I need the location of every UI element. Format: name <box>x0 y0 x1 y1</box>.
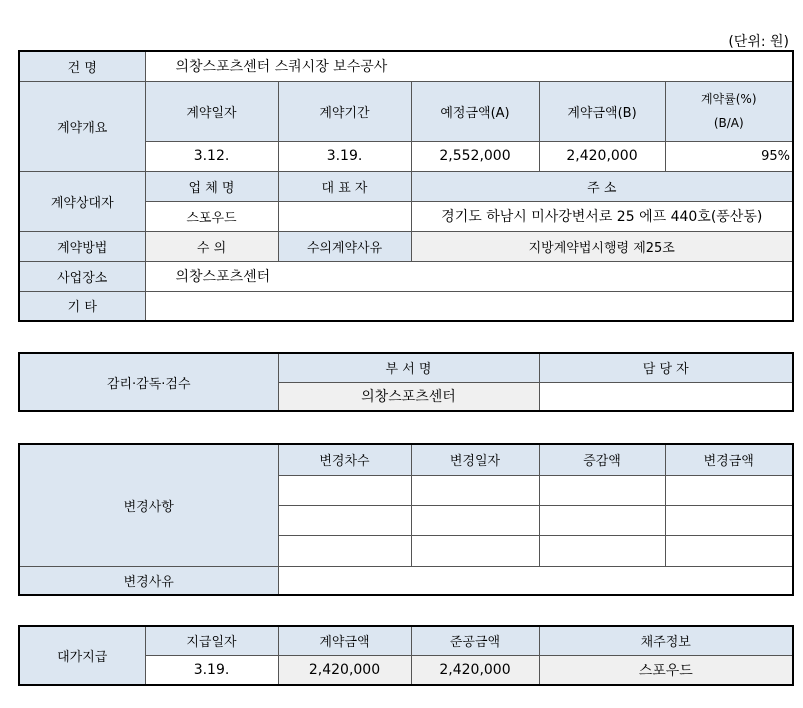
changes-label: 변경사항 <box>19 444 278 566</box>
changes-table <box>18 443 794 596</box>
site-value: 의창스포츠센터 <box>145 261 793 291</box>
change-round-header: 변경차수 <box>278 444 411 475</box>
address-value: 경기도 하남시 미사강변서로 25 에프 440호(풍산동) <box>411 201 793 231</box>
payment-table <box>18 625 794 686</box>
change-round-cell <box>278 535 411 566</box>
method-value: 수 의 <box>145 231 278 261</box>
change-reason-value <box>278 566 793 595</box>
change-amount-header: 변경금액 <box>665 444 793 475</box>
change-reason-label: 변경사유 <box>19 566 278 595</box>
completion-amount-value: 2,420,000 <box>411 655 539 685</box>
representative-header: 대 표 자 <box>278 171 411 201</box>
manager-value <box>539 382 793 411</box>
change-delta-cell <box>539 535 665 566</box>
pay-date-value: 3.19. <box>145 655 278 685</box>
estimated-amount-value: 2,552,000 <box>411 141 539 171</box>
title-value: 의창스포츠센터 스쿼시장 보수공사 <box>145 51 793 81</box>
contract-amount-value: 2,420,000 <box>539 141 665 171</box>
supervision-label: 감리·감독·검수 <box>19 353 278 411</box>
reason-value: 지방계약법시행령 제25조 <box>411 231 793 261</box>
change-amount-cell <box>665 505 793 535</box>
address-header: 주 소 <box>411 171 793 201</box>
title-label: 건 명 <box>19 51 145 81</box>
change-date-header: 변경일자 <box>411 444 539 475</box>
method-label: 계약방법 <box>19 231 145 261</box>
representative-value <box>278 201 411 231</box>
site-label: 사업장소 <box>19 261 145 291</box>
contract-period-header: 계약기간 <box>278 81 411 141</box>
dept-value: 의창스포츠센터 <box>278 382 539 411</box>
contract-date-value: 3.12. <box>145 141 278 171</box>
rate-header-line2: (B/A) <box>713 116 744 130</box>
supervision-table <box>18 352 794 412</box>
completion-amount-header: 준공금액 <box>411 626 539 655</box>
contract-period-value: 3.19. <box>278 141 411 171</box>
contract-rate-header <box>665 81 793 141</box>
company-value: 스포우드 <box>145 201 278 231</box>
contract-amount-header: 계약금액(B) <box>539 81 665 141</box>
unit-note: (단위: 원) <box>728 34 789 50</box>
etc-label: 기 타 <box>19 291 145 321</box>
reason-label: 수의계약사유 <box>278 231 411 261</box>
pay-contract-amount-value: 2,420,000 <box>278 655 411 685</box>
creditor-value: 스포우드 <box>539 655 793 685</box>
estimated-amount-header: 예정금액(A) <box>411 81 539 141</box>
change-delta-header: 증감액 <box>539 444 665 475</box>
creditor-header: 채주정보 <box>539 626 793 655</box>
change-amount-cell <box>665 535 793 566</box>
change-round-cell <box>278 505 411 535</box>
contract-rate-value: 95% <box>665 141 793 171</box>
etc-value <box>145 291 793 321</box>
overview-label: 계약개요 <box>19 81 145 171</box>
payment-label: 대가지급 <box>19 626 145 685</box>
contract-date-header: 계약일자 <box>145 81 278 141</box>
change-amount-cell <box>665 475 793 505</box>
pay-date-header: 지급일자 <box>145 626 278 655</box>
change-date-cell <box>411 505 539 535</box>
dept-header: 부 서 명 <box>278 353 539 382</box>
manager-header: 담 당 자 <box>539 353 793 382</box>
party-label: 계약상대자 <box>19 171 145 231</box>
change-delta-cell <box>539 475 665 505</box>
pay-contract-amount-header: 계약금액 <box>278 626 411 655</box>
change-date-cell <box>411 535 539 566</box>
change-delta-cell <box>539 505 665 535</box>
contract-info-table <box>18 50 794 322</box>
change-date-cell <box>411 475 539 505</box>
company-header: 업 체 명 <box>145 171 278 201</box>
change-round-cell <box>278 475 411 505</box>
rate-header-line1: 계약률(%) <box>700 92 757 106</box>
